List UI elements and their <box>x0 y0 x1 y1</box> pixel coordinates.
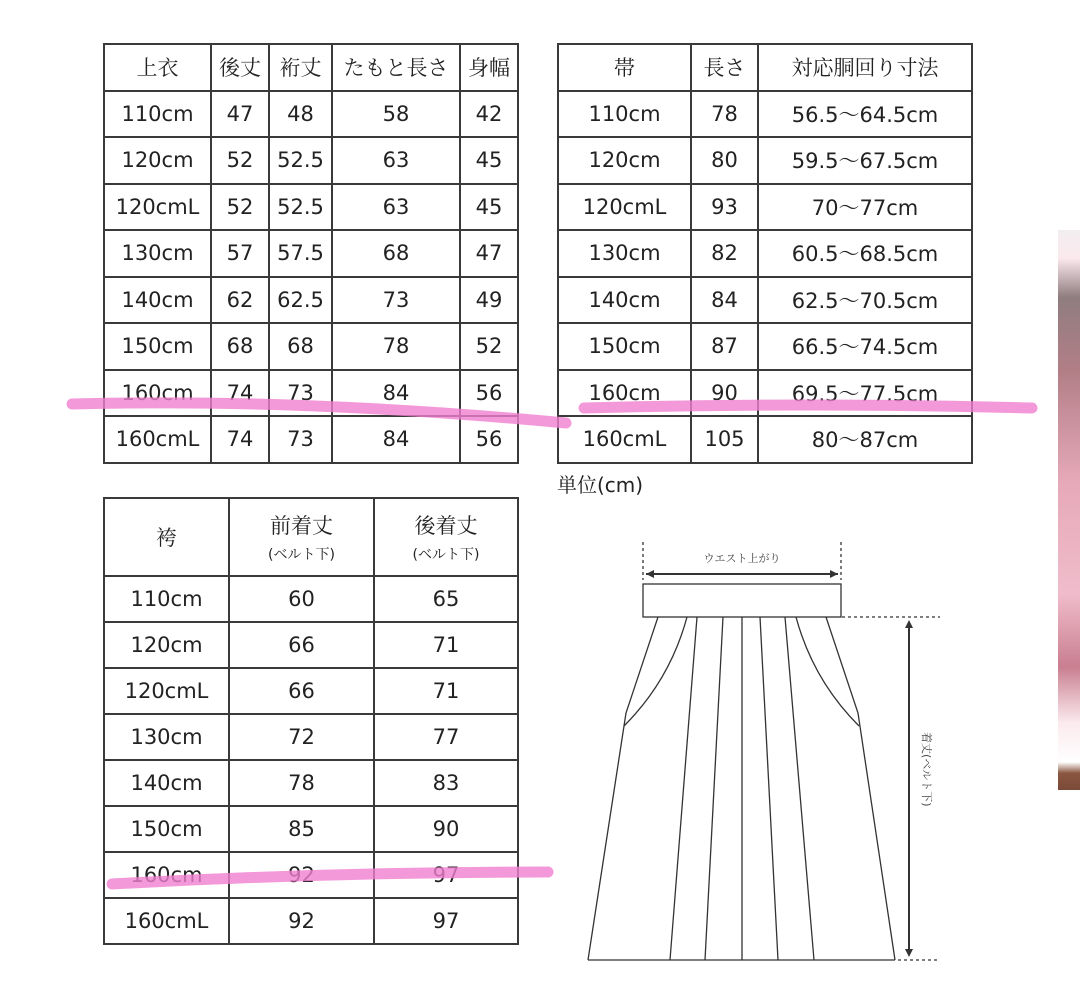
header-row <box>558 44 972 91</box>
table-cell: 68 <box>332 230 460 277</box>
column-header: 長さ <box>691 44 758 91</box>
table-cell: 110cm <box>104 91 211 138</box>
table-cell: 130cm <box>104 714 229 760</box>
table-cell: 62.5 <box>269 277 332 324</box>
header-sublabel: (ベルト下) <box>412 547 480 563</box>
table-cell: 66 <box>229 622 374 668</box>
table-cell: 74 <box>211 370 269 417</box>
table-row <box>558 370 972 417</box>
table-cell: 45 <box>460 137 518 184</box>
table-row <box>558 230 972 277</box>
column-header: 上衣 <box>104 44 211 91</box>
table-row <box>104 137 518 184</box>
column-header <box>229 498 374 576</box>
table-cell: 73 <box>332 277 460 324</box>
table-cell: 52.5 <box>269 184 332 231</box>
table-row <box>104 277 518 324</box>
table-row <box>104 184 518 231</box>
table-cell: 68 <box>269 323 332 370</box>
table-cell: 140cm <box>104 760 229 806</box>
table-cell: 150cm <box>104 806 229 852</box>
table-cell: 160cmL <box>104 416 211 463</box>
table-cell: 105 <box>691 416 758 463</box>
table-cell: 120cm <box>104 137 211 184</box>
table-cell: 130cm <box>104 230 211 277</box>
table-cell: 85 <box>229 806 374 852</box>
table-cell: 73 <box>269 416 332 463</box>
header-label: 袴 <box>156 526 177 550</box>
table-cell: 92 <box>229 852 374 898</box>
column-header: 裄丈 <box>269 44 332 91</box>
table-row <box>104 576 518 622</box>
table-row <box>558 323 972 370</box>
table-cell: 78 <box>332 323 460 370</box>
table-cell: 90 <box>691 370 758 417</box>
table-cell: 160cmL <box>558 416 691 463</box>
table-cell: 82 <box>691 230 758 277</box>
table-cell: 78 <box>229 760 374 806</box>
table-cell: 47 <box>460 230 518 277</box>
column-header <box>104 498 229 576</box>
table-cell: 78 <box>691 91 758 138</box>
waist-label: ウエスト上がり <box>703 552 781 565</box>
table-cell: 120cmL <box>558 184 691 231</box>
table-cell: 63 <box>332 137 460 184</box>
table-cell: 84 <box>332 416 460 463</box>
table-cell: 62.5〜70.5cm <box>758 277 972 324</box>
unit-note: 単位(cm) <box>557 473 644 497</box>
table-cell: 68 <box>211 323 269 370</box>
table-cell: 49 <box>460 277 518 324</box>
column-header: たもと長さ <box>332 44 460 91</box>
table-cell: 47 <box>211 91 269 138</box>
table-cell: 87 <box>691 323 758 370</box>
table-cell: 65 <box>374 576 518 622</box>
table-cell: 57 <box>211 230 269 277</box>
table-cell: 69.5〜77.5cm <box>758 370 972 417</box>
table-row <box>104 416 518 463</box>
table-cell: 120cm <box>558 137 691 184</box>
table-cell: 48 <box>269 91 332 138</box>
top-size-table <box>103 43 519 464</box>
table-cell: 92 <box>229 898 374 944</box>
hakama-size-table <box>103 497 519 945</box>
table-row <box>104 230 518 277</box>
table-cell: 120cmL <box>104 668 229 714</box>
table-cell: 97 <box>374 852 518 898</box>
obi-size-table <box>557 43 973 464</box>
table-cell: 71 <box>374 622 518 668</box>
table-row <box>558 416 972 463</box>
column-header: 帯 <box>558 44 691 91</box>
table-cell: 52.5 <box>269 137 332 184</box>
column-header <box>374 498 518 576</box>
cropped-photo <box>1058 230 1080 790</box>
header-row <box>104 44 518 91</box>
column-header: 対応胴回り寸法 <box>758 44 972 91</box>
table-cell: 90 <box>374 806 518 852</box>
header-row <box>104 498 518 576</box>
table-cell: 160cm <box>104 370 211 417</box>
table-cell: 110cm <box>558 91 691 138</box>
hakama-diagram <box>580 530 960 970</box>
table-row <box>558 277 972 324</box>
table-cell: 150cm <box>104 323 211 370</box>
table-row <box>104 323 518 370</box>
table-cell: 70〜77cm <box>758 184 972 231</box>
table-row <box>104 622 518 668</box>
table-cell: 60 <box>229 576 374 622</box>
table-row <box>104 852 518 898</box>
table-cell: 57.5 <box>269 230 332 277</box>
table-cell: 80〜87cm <box>758 416 972 463</box>
header-sublabel: (ベルト下) <box>268 547 335 563</box>
table-row <box>104 898 518 944</box>
table-cell: 60.5〜68.5cm <box>758 230 972 277</box>
table-row <box>104 806 518 852</box>
column-header: 身幅 <box>460 44 518 91</box>
table-row <box>558 184 972 231</box>
table-cell: 73 <box>269 370 332 417</box>
table-cell: 160cm <box>104 852 229 898</box>
column-header: 後丈 <box>211 44 269 91</box>
table-cell: 59.5〜67.5cm <box>758 137 972 184</box>
table-cell: 71 <box>374 668 518 714</box>
table-row <box>558 91 972 138</box>
table-cell: 84 <box>691 277 758 324</box>
table-row <box>104 760 518 806</box>
table-cell: 62 <box>211 277 269 324</box>
table-cell: 56 <box>460 370 518 417</box>
header-label: 前着丈 <box>270 514 333 538</box>
table-cell: 80 <box>691 137 758 184</box>
table-row <box>104 370 518 417</box>
table-row <box>558 137 972 184</box>
table-row <box>104 714 518 760</box>
table-cell: 58 <box>332 91 460 138</box>
table-cell: 52 <box>211 137 269 184</box>
length-label: 着丈(ベルト下) <box>920 732 933 807</box>
table-cell: 83 <box>374 760 518 806</box>
table-cell: 45 <box>460 184 518 231</box>
table-cell: 72 <box>229 714 374 760</box>
table-cell: 130cm <box>558 230 691 277</box>
table-row <box>104 668 518 714</box>
table-cell: 42 <box>460 91 518 138</box>
table-cell: 52 <box>211 184 269 231</box>
table-cell: 74 <box>211 416 269 463</box>
table-cell: 66 <box>229 668 374 714</box>
table-cell: 110cm <box>104 576 229 622</box>
table-cell: 97 <box>374 898 518 944</box>
table-cell: 66.5〜74.5cm <box>758 323 972 370</box>
table-cell: 140cm <box>558 277 691 324</box>
table-cell: 120cm <box>104 622 229 668</box>
table-cell: 140cm <box>104 277 211 324</box>
table-cell: 56.5〜64.5cm <box>758 91 972 138</box>
table-cell: 160cmL <box>104 898 229 944</box>
table-cell: 56 <box>460 416 518 463</box>
table-cell: 120cmL <box>104 184 211 231</box>
table-cell: 160cm <box>558 370 691 417</box>
table-cell: 77 <box>374 714 518 760</box>
table-cell: 52 <box>460 323 518 370</box>
table-row <box>104 91 518 138</box>
table-cell: 93 <box>691 184 758 231</box>
table-cell: 84 <box>332 370 460 417</box>
header-label: 後着丈 <box>414 514 478 538</box>
table-cell: 150cm <box>558 323 691 370</box>
table-cell: 63 <box>332 184 460 231</box>
